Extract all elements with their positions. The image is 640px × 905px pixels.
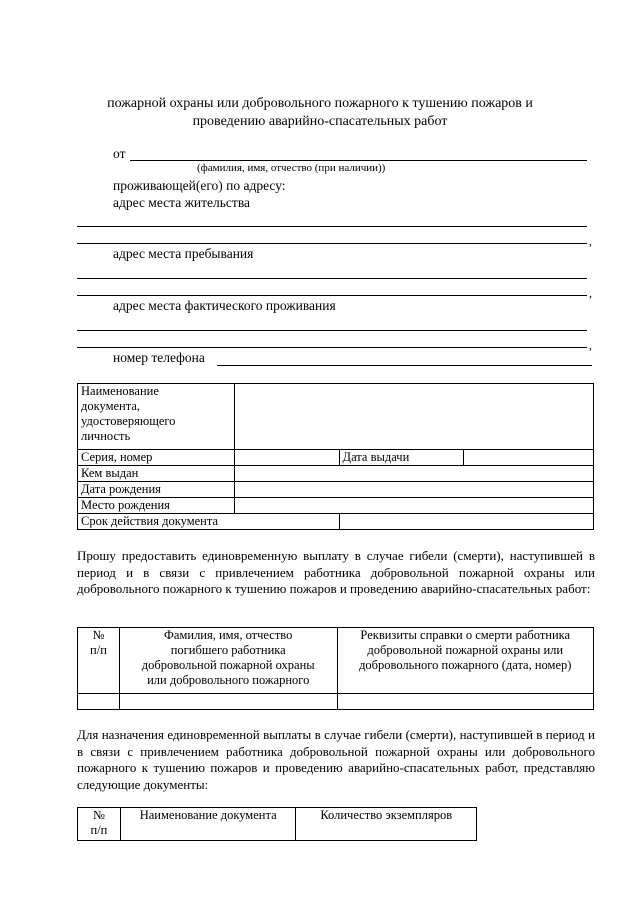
documents-paragraph: Для назначения единовременной выплаты в случае гибели (смерти), наступившей в период и в связи с привлечением работника добровольной пожарной охраны или добровольного пожарного к тушению пожаров и проведению аварийно-спасательных работ, представляю следующие документы:: [77, 727, 595, 792]
validity-field[interactable]: [339, 514, 593, 530]
stay-line-1[interactable]: [77, 278, 587, 279]
count-header: Количество экземпляров: [296, 808, 477, 841]
issued-by-field[interactable]: [234, 466, 593, 482]
series-number-label: Серия, номер: [78, 450, 235, 466]
id-document-table: [77, 383, 594, 530]
actual-line-2[interactable]: [77, 347, 587, 348]
birth-date-label: Дата рождения: [78, 482, 235, 498]
doc-name-header: Наименование документа: [120, 808, 296, 841]
actual-line-1[interactable]: [77, 330, 587, 331]
comma: ,: [589, 286, 592, 300]
header-line-1: пожарной охраны или добровольного пожарного к тушению пожаров и: [107, 96, 533, 111]
issue-date-label: Дата выдачи: [339, 450, 464, 466]
actual-label: адрес места фактического проживания: [113, 298, 336, 313]
doc-name-field[interactable]: [234, 384, 593, 450]
table-cell[interactable]: [119, 694, 337, 710]
name-header: Фамилия, имя, отчество погибшего работника добровольной пожарной охраны или добровольного пожарного: [119, 628, 337, 694]
num-header: № п/п: [78, 628, 120, 694]
doc-name-label: Наименование документа, удостоверяющего личность: [78, 384, 235, 450]
name-line[interactable]: [130, 160, 587, 161]
residence-line-2[interactable]: [77, 243, 587, 244]
comma: ,: [589, 234, 592, 248]
comma: ,: [589, 338, 592, 352]
validity-label: Срок действия документа: [78, 514, 340, 530]
residence-label: адрес места жительства: [113, 195, 251, 210]
birth-place-field[interactable]: [234, 498, 593, 514]
birth-place-label: Место рождения: [78, 498, 235, 514]
stay-line-2[interactable]: [77, 295, 587, 296]
residing-label: проживающей(его) по адресу:: [113, 178, 286, 193]
header-line-2: проведению аварийно-спасательных работ: [192, 114, 448, 129]
birth-date-field[interactable]: [234, 482, 593, 498]
stay-label: адрес места пребывания: [113, 246, 254, 261]
certificate-header: Реквизиты справки о смерти работника добровольной пожарной охраны или добровольного пожарного (дата, номер): [337, 628, 593, 694]
from-label: от: [113, 146, 126, 161]
num-header: № п/п: [78, 808, 121, 841]
issued-by-label: Кем выдан: [78, 466, 235, 482]
series-number-field[interactable]: [234, 450, 339, 466]
table-cell[interactable]: [337, 694, 593, 710]
issue-date-field[interactable]: [464, 450, 594, 466]
documents-table: [77, 807, 477, 841]
request-paragraph: Прошу предоставить единовременную выплату в случае гибели (смерти), наступившей в период и в связи с привлечением работника добровольной пожарной охраны или добровольного пожарного к тушению пожаров и проведению аварийно-спасательных работ:: [77, 548, 595, 596]
phone-line[interactable]: [217, 365, 592, 366]
table-cell[interactable]: [78, 694, 120, 710]
residence-line-1[interactable]: [77, 226, 587, 227]
name-hint: (фамилия, имя, отчество (при наличии)): [197, 162, 386, 174]
deceased-table: [77, 627, 594, 710]
phone-label: номер телефона: [113, 350, 205, 365]
